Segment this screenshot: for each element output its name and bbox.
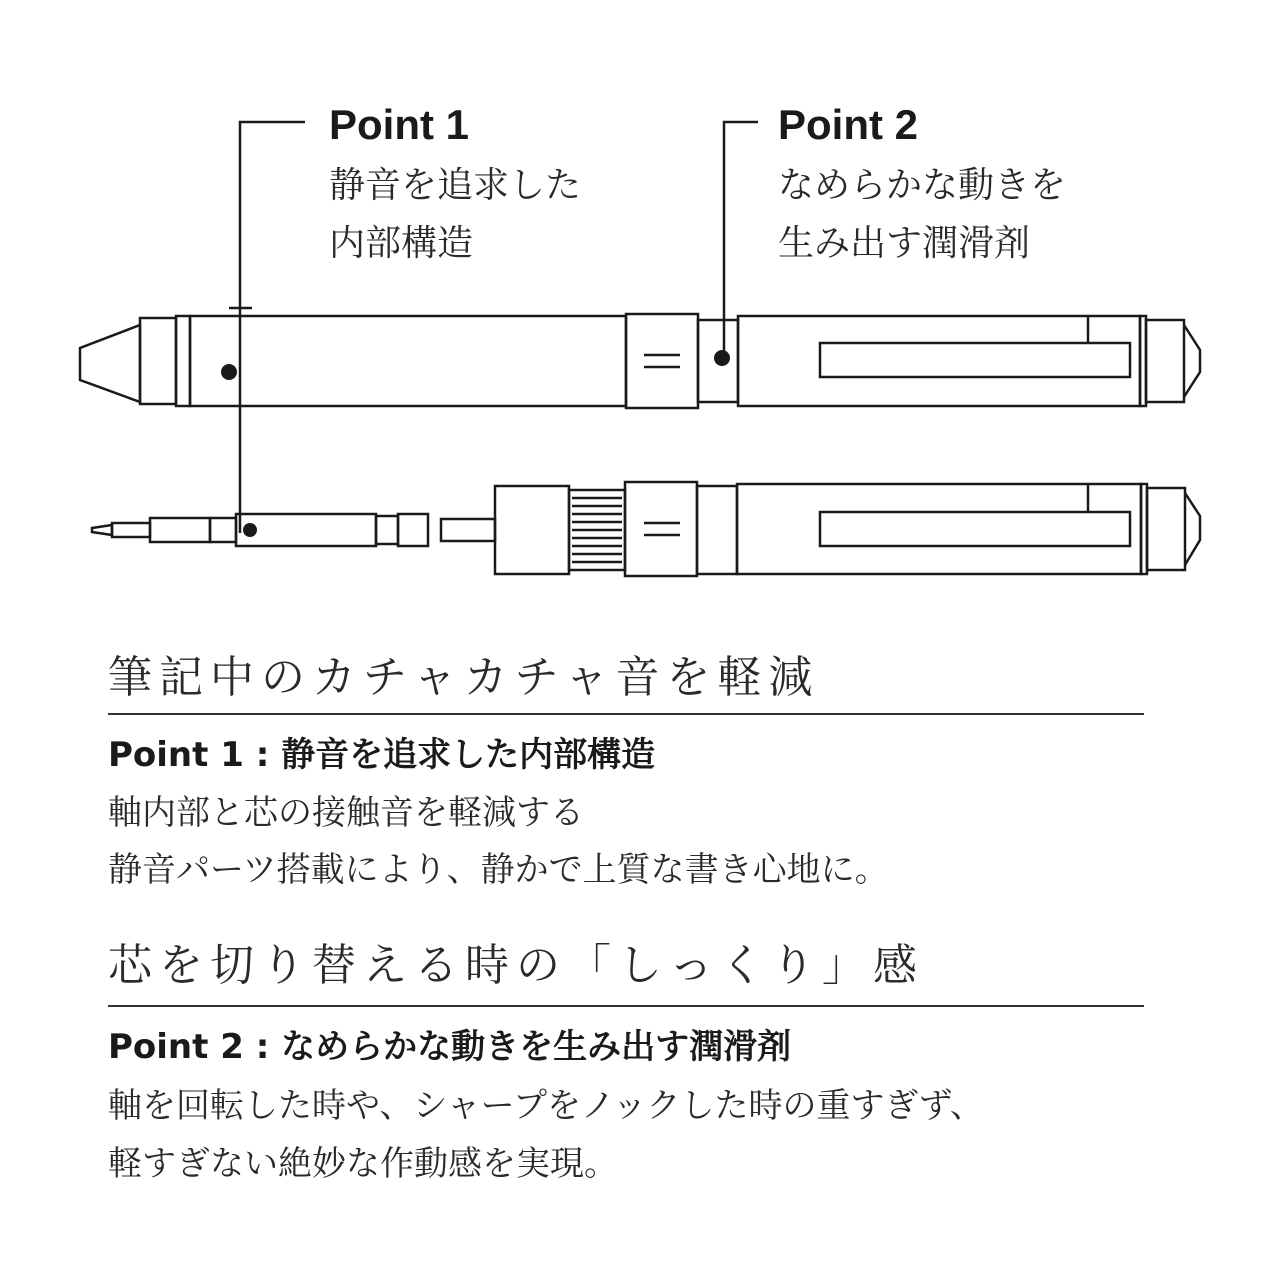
pen-diagram bbox=[0, 0, 1280, 620]
section-2-body-line-2: 軽すぎない絶妙な作動感を実現。 bbox=[108, 1144, 618, 1184]
tip-ring bbox=[140, 318, 176, 404]
section-2-divider bbox=[108, 1005, 1144, 1007]
pencil-refill bbox=[92, 514, 495, 546]
pen-body-open bbox=[495, 482, 1200, 576]
point1-refill-marker bbox=[243, 523, 257, 537]
section-1-subheading: Point 1 : 静音を追求した内部構造 bbox=[108, 735, 656, 775]
section-1-divider bbox=[108, 713, 1144, 715]
section-2-heading: 芯を切り替える時の「しっくり」感 bbox=[108, 940, 924, 991]
center-joint bbox=[626, 314, 698, 408]
callout-1-line-1: 静音を追求した bbox=[329, 165, 582, 206]
section-1-body-line-2: 静音パーツ搭載により、静かで上質な書き心地に。 bbox=[108, 850, 889, 890]
callout-2-line-1: なめらかな動きを bbox=[778, 165, 1067, 206]
callout-leader-2 bbox=[724, 122, 758, 358]
section-1-body-line-1: 軸内部と芯の接触音を軽減する bbox=[108, 793, 584, 833]
pen-tip-cone bbox=[80, 325, 140, 402]
assembled-pen bbox=[80, 314, 1200, 408]
section-1-heading: 筆記中のカチャカチャ音を軽減 bbox=[108, 652, 820, 703]
callout-2-line-2: 生み出す潤滑剤 bbox=[778, 223, 1031, 264]
end-cap bbox=[1146, 320, 1184, 402]
barrel-rear bbox=[738, 316, 1140, 406]
callout-leader-1 bbox=[229, 122, 305, 533]
callout-2-title: Point 2 bbox=[778, 101, 919, 148]
clip bbox=[820, 343, 1130, 377]
section-2-body-line-1: 軸を回転した時や、シャープをノックした時の重すぎず、 bbox=[108, 1086, 984, 1126]
callout-1-line-2: 内部構造 bbox=[329, 223, 474, 264]
section-2-subheading: Point 2 : なめらかな動きを生み出す潤滑剤 bbox=[108, 1027, 792, 1067]
callout-1-title: Point 1 bbox=[329, 101, 470, 148]
barrel-front bbox=[190, 316, 626, 406]
point2-marker bbox=[714, 350, 730, 366]
point1-marker bbox=[221, 364, 237, 380]
